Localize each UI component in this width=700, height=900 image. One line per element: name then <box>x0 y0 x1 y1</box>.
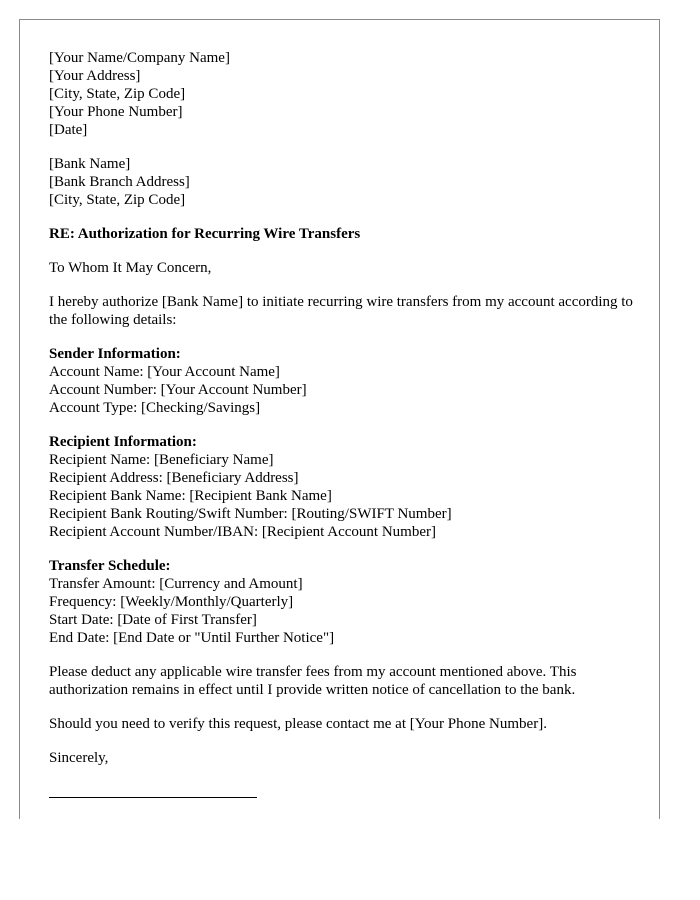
recipient-information-section <box>49 433 639 541</box>
sender-information-heading: Sender Information: <box>49 346 181 362</box>
bank-city-state-zip: [City, State, Zip Code] <box>49 192 186 208</box>
closing: Sincerely, <box>49 750 109 766</box>
sender-city-state-zip: [City, State, Zip Code] <box>49 86 186 102</box>
verify-paragraph: Should you need to verify this request, please contact me at [Your Phone Number]. <box>49 716 547 732</box>
sender-address-block <box>49 49 639 139</box>
recipient-name-line: Recipient Name: [Beneficiary Name] <box>49 452 274 468</box>
sender-address: [Your Address] <box>49 68 141 84</box>
sender-name: [Your Name/Company Name] <box>49 50 230 66</box>
letter-content <box>49 49 639 798</box>
bank-address-block <box>49 155 639 209</box>
subject-line: RE: Authorization for Recurring Wire Transfers <box>49 226 361 242</box>
recipient-address-line: Recipient Address: [Beneficiary Address] <box>49 470 299 486</box>
letter-date: [Date] <box>49 122 88 138</box>
signature-line <box>49 797 257 798</box>
recipient-information-heading: Recipient Information: <box>49 434 197 450</box>
letter-page <box>19 19 660 819</box>
bank-name: [Bank Name] <box>49 156 131 172</box>
fees-paragraph: Please deduct any applicable wire transfer fees from my account mentioned above. This authorization remains in effect until I provide written notice of cancellation to the bank. <box>49 664 577 698</box>
recipient-routing-swift-line: Recipient Bank Routing/Swift Number: [Routing/SWIFT Number] <box>49 506 452 522</box>
frequency-line: Frequency: [Weekly/Monthly/Quarterly] <box>49 594 294 610</box>
transfer-schedule-heading: Transfer Schedule: <box>49 558 171 574</box>
salutation: To Whom It May Concern, <box>49 260 212 276</box>
transfer-schedule-section <box>49 557 639 647</box>
recipient-account-iban-line: Recipient Account Number/IBAN: [Recipient Account Number] <box>49 524 436 540</box>
transfer-amount-line: Transfer Amount: [Currency and Amount] <box>49 576 303 592</box>
account-name-line: Account Name: [Your Account Name] <box>49 364 280 380</box>
sender-information-section <box>49 345 639 417</box>
intro-paragraph: I hereby authorize [Bank Name] to initiate recurring wire transfers from my account according to the following details: <box>49 294 633 328</box>
start-date-line: Start Date: [Date of First Transfer] <box>49 612 257 628</box>
account-number-line: Account Number: [Your Account Number] <box>49 382 307 398</box>
recipient-bank-name-line: Recipient Bank Name: [Recipient Bank Name] <box>49 488 332 504</box>
end-date-line: End Date: [End Date or "Until Further Notice"] <box>49 630 335 646</box>
sender-phone: [Your Phone Number] <box>49 104 183 120</box>
bank-branch-address: [Bank Branch Address] <box>49 174 190 190</box>
account-type-line: Account Type: [Checking/Savings] <box>49 400 261 416</box>
